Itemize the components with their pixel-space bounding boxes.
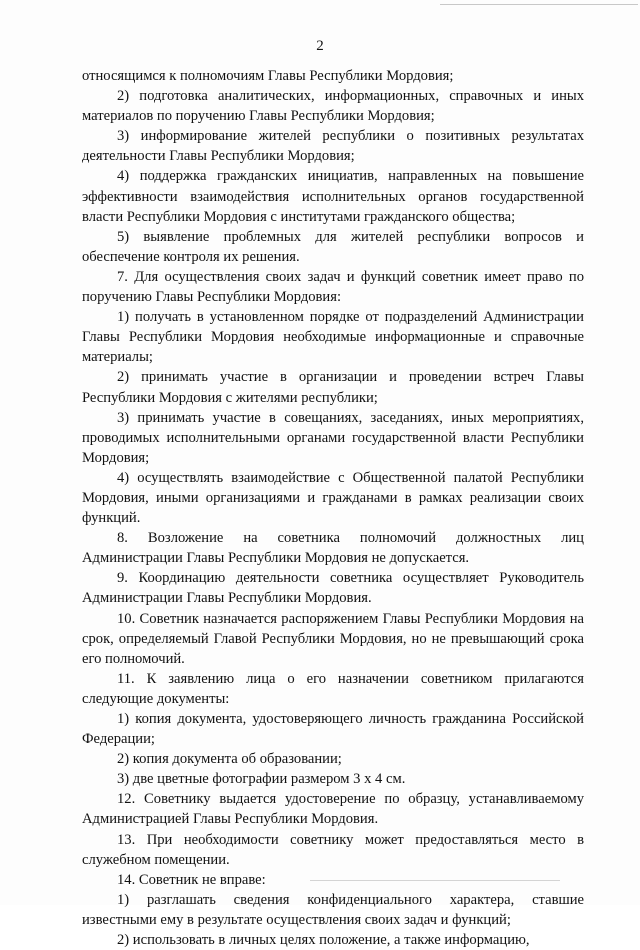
paragraph-section-10: 10. Советник назначается распоряжением Главы Республики Мордовия на срок, определяемый Главой Республики Мордовия, но не превышающий срока его полномочий. [82, 610, 584, 667]
paragraph-7-item-3: 3) принимать участие в совещаниях, заседаниях, иных мероприятиях, проводимых исполнительными органами государственной власти Республики Мордовия; [82, 409, 584, 466]
paragraph-14-item-2: 2) использовать в личных целях положение, а также информацию, [117, 932, 530, 949]
paragraph-item-5-issues: 5) выявление проблемных для жителей республики вопросов и обеспечение контроля их решения. [82, 228, 584, 265]
paragraph-section-14: 14. Советник не вправе: [117, 871, 266, 888]
paragraph-section-13: 13. При необходимости советнику может предоставляться место в служебном помещении. [82, 831, 584, 868]
paragraph-section-9: 9. Координацию деятельности советника осуществляет Руководитель Администрации Главы Республики Мордовия. [82, 570, 584, 607]
paragraph-item-3-informing: 3) информирование жителей республики о позитивных результатах деятельности Главы Республики Мордовия; [82, 128, 584, 165]
paragraph-item-4-initiatives: 4) поддержка гражданских инициатив, направленных на повышение эффективности взаимодействия исполнительных органов государственной власти Республики Мордовия с институтами гражданского общества; [82, 168, 584, 225]
paragraph-section-12: 12. Советнику выдается удостоверение по образцу, устанавливаемому Администрацией Главы Республики Мордовия. [82, 791, 584, 828]
paragraph-14-item-1: 1) разглашать сведения конфиденциального характера, ставшие известными ему в результате осуществления своих задач и функций; [82, 891, 584, 928]
paragraph-11-item-1: 1) копия документа, удостоверяющего личность гражданина Российской Федерации; [82, 711, 584, 748]
document-body [82, 66, 584, 950]
paragraph-continuation: относящимся к полномочиям Главы Республики Мордовия; [82, 68, 454, 84]
paragraph-7-item-1: 1) получать в установленном порядке от подразделений Администрации Главы Республики Мордовия необходимые информационные и справочные материалы; [82, 309, 584, 366]
paragraph-7-item-2: 2) принимать участие в организации и проведении встреч Главы Республики Мордовия с жителями республики; [82, 369, 584, 406]
page-number: 2 [316, 38, 324, 54]
paragraph-item-2-analytics: 2) подготовка аналитических, информационных, справочных и иных материалов по поручению Главы Республики Мордовия; [82, 88, 584, 125]
paragraph-11-item-2: 2) копия документа об образовании; [117, 751, 342, 768]
paragraph-7-item-4: 4) осуществлять взаимодействие с Общественной палатой Республики Мордовия, иными организациями и гражданами в рамках реализации своих функций. [82, 469, 584, 527]
paragraph-section-7: 7. Для осуществления своих задач и функций советник имеет право по поручению Главы Республики Мордовия: [82, 268, 584, 306]
paragraph-11-item-3: 3) две цветные фотографии размером 3 х 4 см. [117, 771, 406, 788]
scan-artifact-line [310, 880, 560, 881]
paragraph-section-8: 8. Возложение на советника полномочий должностных лиц Администрации Главы Республики Мордовия не допускается. [82, 530, 584, 567]
scan-artifact-line [440, 4, 638, 5]
paragraph-section-11: 11. К заявлению лица о его назначении советником прилагаются следующие документы: [82, 670, 584, 707]
